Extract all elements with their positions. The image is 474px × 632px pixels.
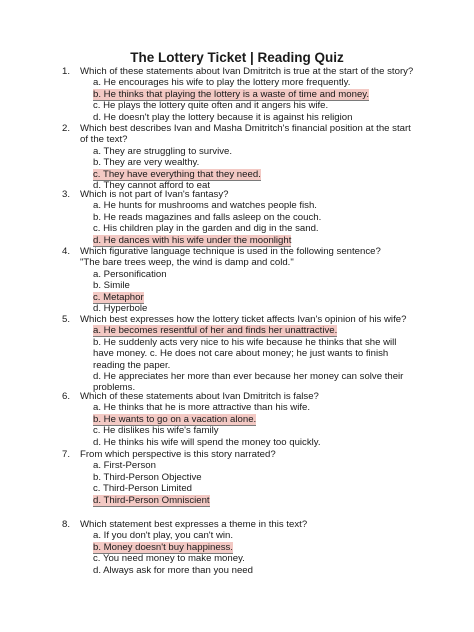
question-number: 7. <box>62 449 71 460</box>
question-number: 3. <box>62 189 71 200</box>
option-b: b. He reads magazines and falls asleep on the couch. <box>93 211 322 223</box>
option-d: d. Hyperbole <box>93 303 148 315</box>
quoted-sentence: "The bare trees weep, the wind is damp and cold." <box>80 257 294 269</box>
option-a: a. He thinks that he is more attractive than his wife. <box>93 402 311 414</box>
option-d: d. He doesn't play the lottery because it is against his religion <box>93 111 353 123</box>
question-text: Which of these statements about Ivan Dmitritch is false? <box>80 391 319 402</box>
option-c-highlighted: c. They have everything that they need. <box>93 168 261 180</box>
question-text: Which statement best expresses a theme in this text? <box>80 519 308 530</box>
option-b-highlighted: b. He thinks that playing the lottery is a waste of time and money. <box>93 88 370 100</box>
option-d: d. Always ask for more than you need <box>93 564 253 576</box>
option-a: a. He encourages his wife to play the lottery more frequently. <box>93 77 351 89</box>
option-c: c. Third-Person Limited <box>93 483 192 495</box>
option-d-highlighted: d. Third-Person Omniscient <box>93 494 210 506</box>
option-a: a. They are struggling to survive. <box>93 145 233 157</box>
option-d: d. He thinks his wife will spend the money too quickly. <box>93 436 321 448</box>
question-number: 5. <box>62 314 71 325</box>
option-b-highlighted: b. He wants to go on a vacation alone. <box>93 413 257 425</box>
options-list <box>93 77 410 123</box>
option-b-highlighted: b. Money doesn't buy happiness. <box>93 541 233 553</box>
option-b: b. They are very wealthy. <box>93 157 200 169</box>
question-number: 1. <box>62 66 71 77</box>
question-text: Which best describes Ivan and Masha Dmitritch's financial position at the start <box>80 123 411 134</box>
question-8 <box>62 519 410 576</box>
option-a: a. If you don't play, you can't win. <box>93 530 234 542</box>
page-title: The Lottery Ticket | Reading Quiz <box>130 50 344 65</box>
question-3 <box>62 189 410 246</box>
question-7 <box>62 449 410 506</box>
options-list <box>93 460 410 506</box>
option-d-highlighted: d. He dances with his wife under the moonlight <box>93 234 292 246</box>
question-text: Which figurative language technique is used in the following sentence? <box>80 246 381 257</box>
question-5 <box>62 314 410 394</box>
question-6 <box>62 391 410 448</box>
question-text: Which best expresses how the lottery ticket affects Ivan's opinion of his wife? <box>80 314 407 325</box>
question-2 <box>62 123 411 192</box>
question-number: 4. <box>62 246 71 257</box>
options-list <box>93 146 410 192</box>
question-text: Which of these statements about Ivan Dmitritch is true at the start of the story? <box>80 66 414 77</box>
option-b: b. Simile <box>93 280 130 292</box>
question-4 <box>62 246 410 315</box>
question-1 <box>62 66 414 123</box>
option-c: c. You need money to make money. <box>93 553 245 565</box>
option-c: c. His children play in the garden and dig in the sand. <box>93 223 319 235</box>
option-d: d. He appreciates her more than ever because her money can solve their problems. <box>93 371 404 394</box>
question-text: From which perspective is this story narrated? <box>80 449 276 460</box>
options-list <box>93 325 410 393</box>
option-d: d. They cannot afford to eat <box>93 180 210 192</box>
options-list <box>93 402 410 448</box>
option-c: c. He dislikes his wife's family <box>93 425 219 437</box>
option-a: a. He hunts for mushrooms and watches people fish. <box>93 200 317 212</box>
options-list <box>93 200 410 246</box>
option-a-highlighted: a. He becomes resentful of her and finds her unattractive. <box>93 325 338 337</box>
option-b-and-c: b. He suddenly acts very nice to his wife because he thinks that she will have money. c. He does not care about money; he just wants to finish reading the paper. <box>93 336 397 371</box>
option-b: b. Third-Person Objective <box>93 471 202 483</box>
option-c-highlighted: c. Metaphor <box>93 291 144 303</box>
options-list <box>93 530 410 576</box>
option-c: c. He plays the lottery quite often and it angers his wife. <box>93 100 329 112</box>
option-a: a. Personification <box>93 268 167 280</box>
question-number: 8. <box>62 519 71 530</box>
question-number: 2. <box>62 123 71 134</box>
question-text: Which is not part of Ivan's fantasy? <box>80 189 229 200</box>
question-number: 6. <box>62 391 71 402</box>
option-a: a. First-Person <box>93 460 156 472</box>
options-list <box>93 269 410 315</box>
question-text-cont: of the text? <box>80 134 128 146</box>
